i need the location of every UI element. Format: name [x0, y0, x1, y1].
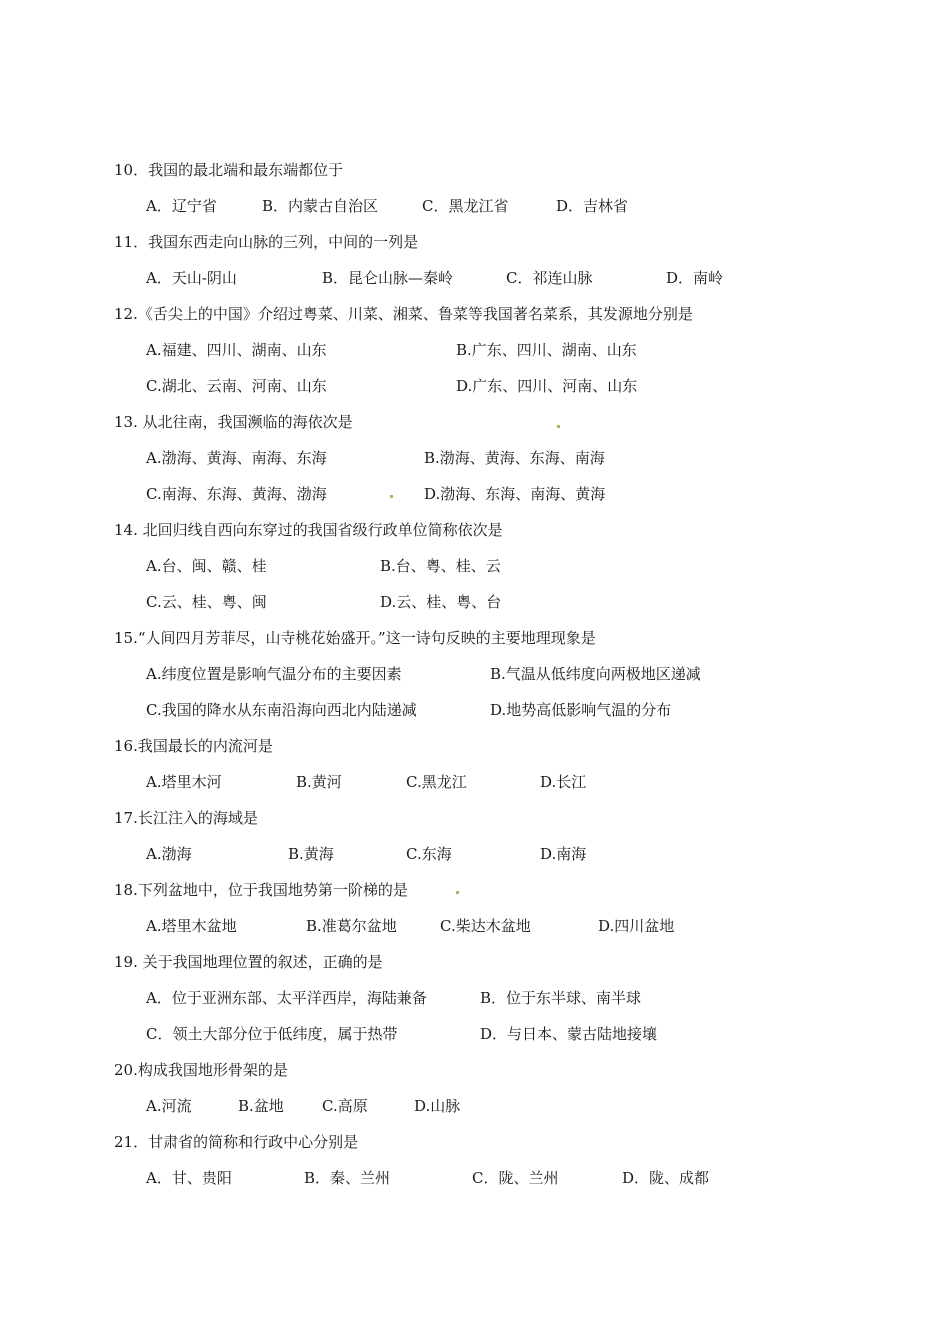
- question-15-stem: 15.“人间四月芳菲尽，山寺桃花始盛开。”这一诗句反映的主要地理现象是: [114, 629, 596, 647]
- question-11-option-a: A．天山-阴山: [146, 269, 237, 287]
- question-15-option-a: A.纬度位置是影响气温分布的主要因素: [146, 665, 402, 683]
- question-10-stem: 10．我国的最北端和最东端都位于: [114, 161, 344, 179]
- question-16-option-c: C.黑龙江: [406, 773, 467, 791]
- question-19-option-d: D．与日本、蒙古陆地接壤: [480, 1025, 658, 1043]
- question-19-option-a: A．位于亚洲东部、太平洋西岸，海陆兼备: [146, 989, 427, 1007]
- question-12-option-d: D.广东、四川、河南、山东: [456, 377, 638, 395]
- question-13-option-c: C.南海、东海、黄海、渤海: [146, 485, 327, 503]
- question-13-option-d: D.渤海、东海、南海、黄海: [424, 485, 606, 503]
- question-20-option-c: C.高原: [322, 1097, 368, 1115]
- question-20-option-b: B.盆地: [238, 1097, 284, 1115]
- question-13-option-b: B.渤海、黄海、东海、南海: [424, 449, 605, 467]
- question-19-option-b: B．位于东半球、南半球: [480, 989, 642, 1007]
- speck-mark: [557, 425, 560, 428]
- question-14-option-a: A.台、闽、赣、桂: [146, 557, 267, 575]
- question-21-option-b: B．秦、兰州: [304, 1169, 391, 1187]
- question-17-stem: 17.长江注入的海域是: [114, 809, 258, 827]
- question-20-option-d: D.山脉: [414, 1097, 461, 1115]
- question-18-option-d: D.四川盆地: [598, 917, 675, 935]
- question-19-stem: 19. 关于我国地理位置的叙述，正确的是: [114, 953, 383, 971]
- question-18-option-b: B.准葛尔盆地: [306, 917, 397, 935]
- speck-mark: [456, 891, 459, 894]
- question-21-option-d: D．陇、成都: [622, 1169, 710, 1187]
- question-12-stem: 12.《舌尖上的中国》介绍过粤菜、川菜、湘菜、鲁菜等我国著名菜系，其发源地分别是: [114, 305, 693, 323]
- question-15-option-c: C.我国的降水从东南沿海向西北内陆递减: [146, 701, 417, 719]
- question-20-option-a: A.河流: [146, 1097, 192, 1115]
- question-16-option-b: B.黄河: [296, 773, 342, 791]
- question-15-option-b: B.气温从低纬度向两极地区递减: [490, 665, 701, 683]
- question-15-option-d: D.地势高低影响气温的分布: [490, 701, 672, 719]
- question-17-option-c: C.东海: [406, 845, 452, 863]
- question-19-option-c: C．领土大部分位于低纬度，属于热带: [146, 1025, 398, 1043]
- question-17-option-d: D.南海: [540, 845, 587, 863]
- question-16-option-a: A.塔里木河: [146, 773, 222, 791]
- question-21-stem: 21．甘肃省的简称和行政中心分别是: [114, 1133, 359, 1151]
- question-14-option-c: C.云、桂、粤、闽: [146, 593, 267, 611]
- speck-mark: [390, 495, 393, 498]
- question-14-option-b: B.台、粤、桂、云: [380, 557, 501, 575]
- question-13-stem: 13. 从北往南，我国濒临的海依次是: [114, 413, 353, 431]
- question-21-option-a: A．甘、贵阳: [146, 1169, 232, 1187]
- question-13-option-a: A.渤海、黄海、南海、东海: [146, 449, 327, 467]
- question-12-option-b: B.广东、四川、湖南、山东: [456, 341, 637, 359]
- question-12-option-c: C.湖北、云南、河南、山东: [146, 377, 327, 395]
- question-18-option-a: A.塔里木盆地: [146, 917, 237, 935]
- question-10-option-d: D．吉林省: [556, 197, 629, 215]
- question-18-stem: 18.下列盆地中，位于我国地势第一阶梯的是: [114, 881, 408, 899]
- question-21-option-c: C．陇、兰州: [472, 1169, 559, 1187]
- question-14-stem: 14. 北回归线自西向东穿过的我国省级行政单位简称依次是: [114, 521, 503, 539]
- question-11-option-b: B．昆仑山脉—秦岭: [322, 269, 454, 287]
- question-16-option-d: D.长江: [540, 773, 587, 791]
- question-18-option-c: C.柴达木盆地: [440, 917, 531, 935]
- question-10-option-a: A．辽宁省: [146, 197, 217, 215]
- question-11-stem: 11．我国东西走向山脉的三列，中间的一列是: [114, 233, 419, 251]
- question-10-option-c: C．黑龙江省: [422, 197, 509, 215]
- question-12-option-a: A.福建、四川、湖南、山东: [146, 341, 327, 359]
- question-16-stem: 16.我国最长的内流河是: [114, 737, 273, 755]
- question-20-stem: 20.构成我国地形骨架的是: [114, 1061, 288, 1079]
- question-17-option-b: B.黄海: [288, 845, 334, 863]
- question-11-option-c: C．祁连山脉: [506, 269, 593, 287]
- question-11-option-d: D．南岭: [666, 269, 724, 287]
- question-10-option-b: B．内蒙古自治区: [262, 197, 379, 215]
- question-14-option-d: D.云、桂、粤、台: [380, 593, 502, 611]
- question-17-option-a: A.渤海: [146, 845, 192, 863]
